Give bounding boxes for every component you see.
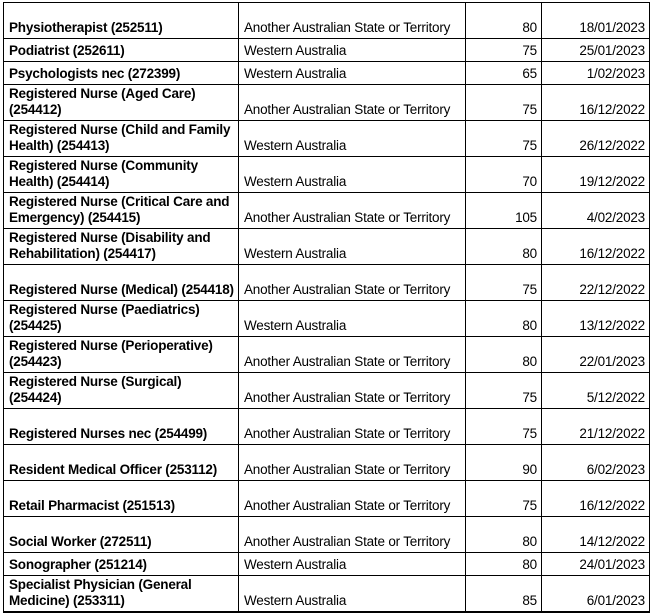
date-cell: 6/01/2023 (542, 576, 650, 613)
occupation-cell: Social Worker (272511) (4, 517, 239, 553)
date-cell: 22/12/2022 (542, 265, 650, 301)
table-row (4, 409, 650, 445)
location-cell: Another Australian State or Territory (239, 3, 466, 39)
table-row (4, 229, 650, 265)
date-cell: 26/12/2022 (542, 121, 650, 157)
points-cell: 80 (466, 337, 542, 373)
date-cell: 4/02/2023 (542, 193, 650, 229)
table-row (4, 62, 650, 85)
table-row (4, 576, 650, 613)
table-row (4, 517, 650, 553)
occupation-cell: Podiatrist (252611) (4, 39, 239, 62)
table-row (4, 157, 650, 193)
location-cell: Western Australia (239, 157, 466, 193)
occupation-cell: Registered Nurse (Critical Care and Emergency) (254415) (4, 193, 239, 229)
date-cell: 5/12/2022 (542, 373, 650, 409)
points-cell: 75 (466, 373, 542, 409)
date-cell: 14/12/2022 (542, 517, 650, 553)
points-cell: 85 (466, 576, 542, 613)
location-cell: Western Australia (239, 121, 466, 157)
occupation-cell: Registered Nurse (Disability and Rehabilitation) (254417) (4, 229, 239, 265)
occupation-cell: Registered Nurse (Perioperative) (254423) (4, 337, 239, 373)
points-cell: 75 (466, 121, 542, 157)
date-cell: 25/01/2023 (542, 39, 650, 62)
date-cell: 1/02/2023 (542, 62, 650, 85)
occupation-cell: Registered Nurse (Medical) (254418) (4, 265, 239, 301)
table-row (4, 481, 650, 517)
location-cell: Western Australia (239, 576, 466, 613)
occupation-cell: Registered Nurse (Aged Care) (254412) (4, 85, 239, 121)
location-cell: Another Australian State or Territory (239, 373, 466, 409)
location-cell: Another Australian State or Territory (239, 337, 466, 373)
occupation-cell: Registered Nurse (Surgical) (254424) (4, 373, 239, 409)
occupation-cell: Registered Nurses nec (254499) (4, 409, 239, 445)
points-cell: 70 (466, 157, 542, 193)
date-cell: 16/12/2022 (542, 85, 650, 121)
points-cell: 65 (466, 62, 542, 85)
location-cell: Another Australian State or Territory (239, 409, 466, 445)
table-row (4, 39, 650, 62)
date-cell: 16/12/2022 (542, 481, 650, 517)
table-row (4, 337, 650, 373)
location-cell: Another Australian State or Territory (239, 445, 466, 481)
location-cell: Western Australia (239, 229, 466, 265)
points-cell: 80 (466, 301, 542, 337)
date-cell: 22/01/2023 (542, 337, 650, 373)
table-row (4, 553, 650, 576)
location-cell: Another Australian State or Territory (239, 193, 466, 229)
table-row (4, 3, 650, 39)
occupation-cell: Physiotherapist (252511) (4, 3, 239, 39)
occupation-cell: Resident Medical Officer (253112) (4, 445, 239, 481)
location-cell: Western Australia (239, 62, 466, 85)
table-row (4, 301, 650, 337)
points-cell: 105 (466, 193, 542, 229)
points-cell: 80 (466, 229, 542, 265)
date-cell: 18/01/2023 (542, 3, 650, 39)
occupation-cell: Sonographer (251214) (4, 553, 239, 576)
date-cell: 13/12/2022 (542, 301, 650, 337)
occupation-cell: Registered Nurse (Paediatrics) (254425) (4, 301, 239, 337)
date-cell: 21/12/2022 (542, 409, 650, 445)
occupation-cell: Psychologists nec (272399) (4, 62, 239, 85)
occupation-cell: Specialist Physician (General Medicine) (253311) (4, 576, 239, 613)
location-cell: Another Australian State or Territory (239, 85, 466, 121)
location-cell: Western Australia (239, 39, 466, 62)
points-cell: 75 (466, 39, 542, 62)
occupation-cell: Registered Nurse (Child and Family Health) (254413) (4, 121, 239, 157)
date-cell: 16/12/2022 (542, 229, 650, 265)
table-row (4, 373, 650, 409)
occupation-table (3, 2, 650, 613)
points-cell: 90 (466, 445, 542, 481)
points-cell: 80 (466, 3, 542, 39)
table-row (4, 193, 650, 229)
location-cell: Another Australian State or Territory (239, 517, 466, 553)
points-cell: 80 (466, 517, 542, 553)
points-cell: 75 (466, 265, 542, 301)
date-cell: 24/01/2023 (542, 553, 650, 576)
location-cell: Another Australian State or Territory (239, 481, 466, 517)
table-row (4, 265, 650, 301)
date-cell: 19/12/2022 (542, 157, 650, 193)
location-cell: Western Australia (239, 301, 466, 337)
points-cell: 75 (466, 409, 542, 445)
table-row (4, 445, 650, 481)
table-row (4, 121, 650, 157)
points-cell: 80 (466, 553, 542, 576)
location-cell: Western Australia (239, 553, 466, 576)
points-cell: 75 (466, 481, 542, 517)
location-cell: Another Australian State or Territory (239, 265, 466, 301)
date-cell: 6/02/2023 (542, 445, 650, 481)
points-cell: 75 (466, 85, 542, 121)
occupation-cell: Registered Nurse (Community Health) (254414) (4, 157, 239, 193)
occupation-cell: Retail Pharmacist (251513) (4, 481, 239, 517)
table-row (4, 85, 650, 121)
